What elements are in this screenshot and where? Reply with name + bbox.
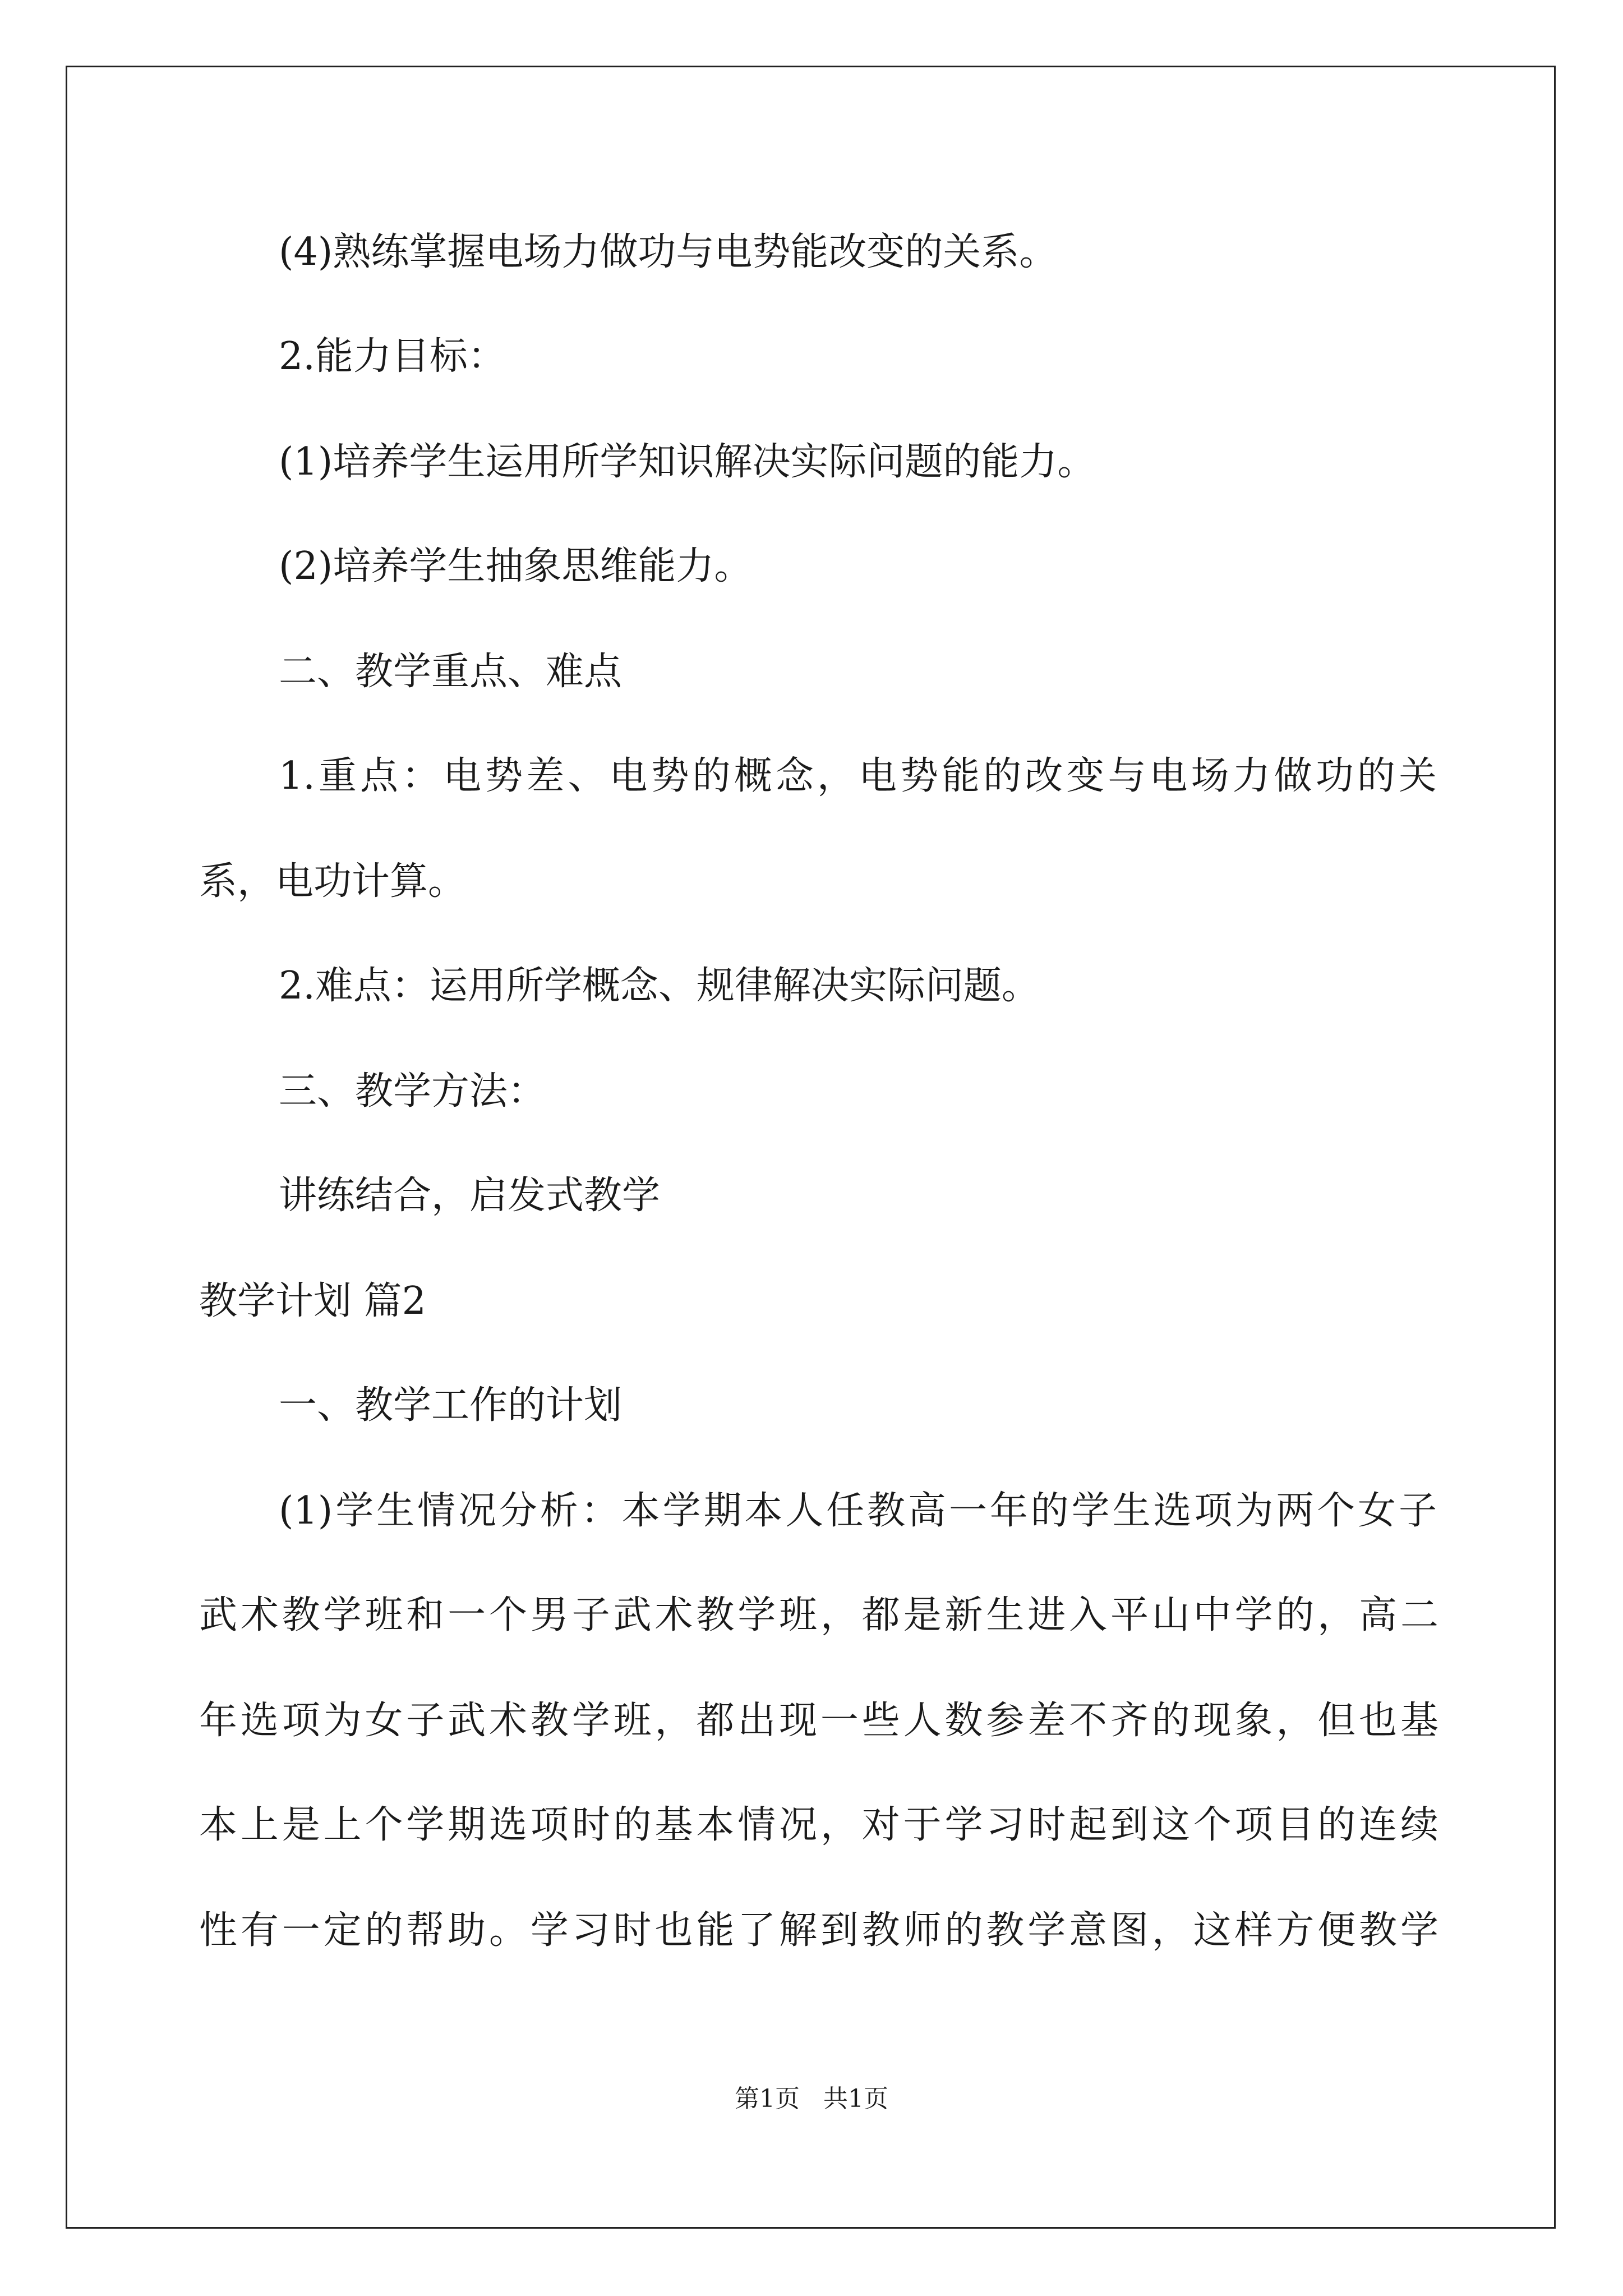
page-border (66, 66, 1556, 2229)
text-line: 2.能力目标： (279, 334, 506, 379)
text-line: 系，电功计算。 (199, 859, 467, 904)
text-line: (4)熟练掌握电场力做功与电势能改变的关系。 (279, 230, 1058, 274)
document-heading: 教学计划 篇2 (199, 1279, 426, 1323)
section-heading: 三、教学方法： (279, 1069, 546, 1114)
section-heading: 二、教学重点、难点 (279, 650, 623, 694)
text-line: 年选项为女子武术教学班，都出现一些人数参差不齐的现象，但也基 (199, 1699, 1438, 1743)
text-line: (1)学生情况分析：本学期本人任教高一年的学生选项为两个女子 (279, 1489, 1437, 1533)
text-line: 本上是上个学期选项时的基本情况，对于学习时起到这个项目的连续 (199, 1803, 1438, 1847)
text-line: 2.难点：运用所学概念、规律解决实际问题。 (279, 964, 1040, 1008)
text-line: 武术教学班和一个男子武术教学班，都是新生进入平山中学的，高二 (199, 1593, 1438, 1637)
text-line: (2)培养学生抽象思维能力。 (279, 544, 753, 588)
text-line: 讲练结合，启发式教学 (279, 1174, 661, 1218)
section-heading: 一、教学工作的计划 (279, 1383, 623, 1428)
text-line: (1)培养学生运用所学知识解决实际问题的能力。 (279, 440, 1096, 484)
text-line: 1.重点：电势差、电势的概念，电势能的改变与电场力做功的关 (279, 754, 1437, 798)
text-line: 性有一定的帮助。学习时也能了解到教师的教学意图，这样方便教学 (199, 1908, 1438, 1953)
page-footer: 第1页 共1页 (735, 2085, 888, 2113)
